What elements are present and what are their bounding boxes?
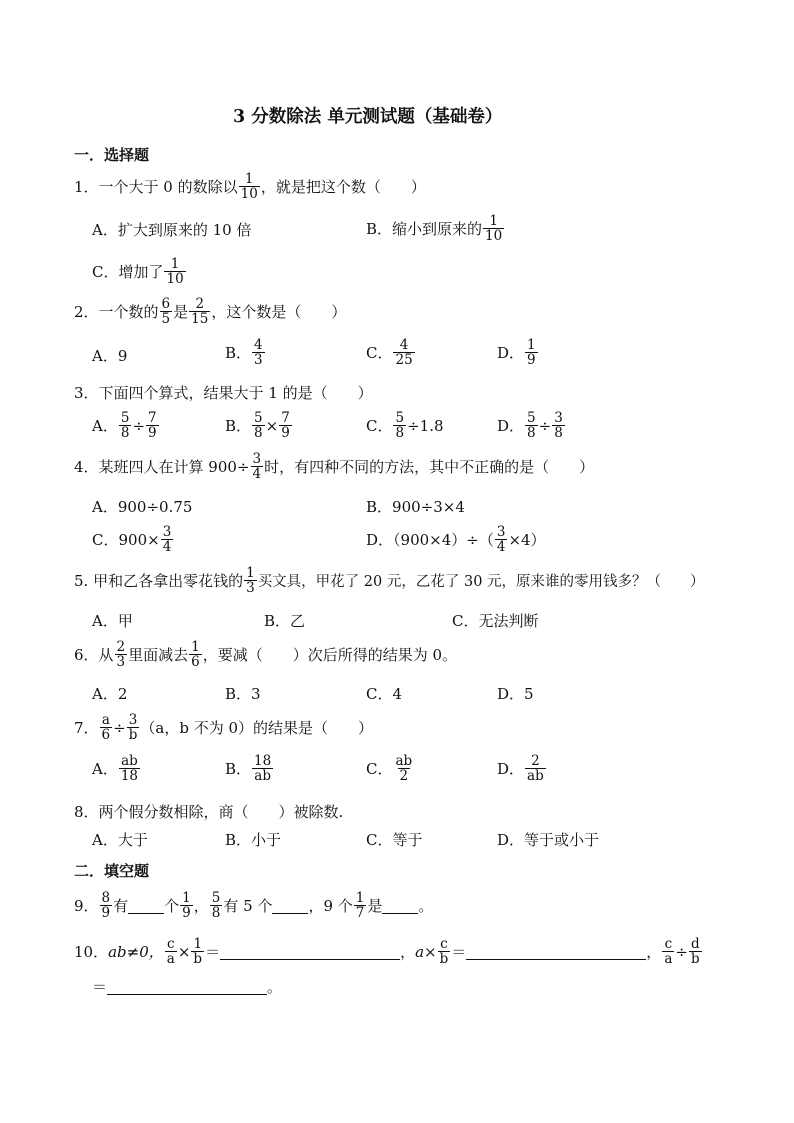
denominator: 8 (527, 425, 536, 442)
question-text: ， (193, 897, 209, 916)
option-a[interactable] (92, 411, 160, 440)
option-c[interactable] (452, 610, 538, 631)
denominator: 9 (527, 352, 536, 369)
denominator: 15 (191, 311, 209, 328)
numerator: 5 (211, 890, 221, 906)
equals: ＝ (205, 943, 221, 962)
numerator: 1 (527, 337, 536, 353)
denominator: 8 (554, 425, 563, 442)
option-d[interactable] (497, 754, 547, 783)
operator: ÷1.8 (407, 416, 444, 435)
answer-blank[interactable] (466, 944, 646, 960)
numerator: a (101, 712, 110, 728)
option-c[interactable] (366, 754, 415, 783)
question-2 (74, 297, 346, 326)
option-text: B．缩小到原来的 (366, 220, 483, 239)
page-title: 3 分数除法 单元测试题（基础卷） (233, 107, 503, 127)
option-b[interactable] (225, 411, 293, 440)
denominator: 9 (182, 905, 191, 922)
fraction (210, 891, 223, 920)
question-8 (74, 801, 343, 822)
answer-blank[interactable] (220, 944, 400, 960)
option-text: B． (225, 344, 252, 363)
numerator: 1 (244, 171, 254, 187)
fraction (191, 937, 204, 966)
option-text: B．900÷3×4 (366, 498, 465, 516)
fraction (252, 338, 265, 367)
denominator: b (128, 727, 138, 744)
numerator: 5 (527, 410, 536, 426)
denominator: a (664, 951, 673, 968)
fraction (165, 937, 177, 966)
question-text: 有 (113, 897, 129, 916)
denominator: a (166, 951, 175, 968)
question-text: 里面减去 (128, 646, 189, 665)
denominator: 4 (252, 466, 262, 483)
denominator: 10 (485, 228, 503, 245)
denominator: b (193, 951, 203, 968)
option-b[interactable] (225, 754, 274, 783)
option-a[interactable] (92, 754, 141, 783)
option-text: D．5 (497, 685, 534, 703)
question-9 (74, 891, 433, 920)
numerator: 3 (128, 712, 138, 728)
denominator: 8 (395, 425, 405, 442)
answer-blank[interactable] (272, 898, 308, 914)
option-text: ×4） (508, 531, 546, 550)
fraction (244, 566, 257, 595)
operator: × (265, 416, 279, 435)
numerator: 5 (254, 410, 263, 426)
question-text: ，要减（ ）次后所得的结果为 0。 (202, 646, 458, 665)
equals: ＝ (92, 978, 108, 996)
numerator: 8 (101, 890, 111, 906)
question-text: ， (400, 943, 416, 962)
option-d[interactable] (366, 525, 546, 554)
numerator: c (664, 936, 673, 952)
question-text: 。 (267, 978, 283, 996)
section-heading-choice: 一．选择题 (74, 146, 150, 164)
option-a[interactable] (92, 496, 192, 517)
option-text: A． (92, 417, 118, 436)
option-text: A．9 (92, 347, 128, 365)
option-text: D． (497, 760, 525, 779)
question-text: 买文具，甲花了 20 元，乙花了 30 元，原来谁的零用钱多？（ ） (257, 574, 705, 591)
numerator: 7 (148, 410, 157, 426)
question-7 (74, 713, 373, 742)
option-d[interactable] (497, 683, 534, 704)
fraction (161, 525, 174, 554)
fraction (393, 411, 406, 440)
fraction (279, 411, 292, 440)
numerator: 5 (120, 410, 130, 426)
operator: ÷ (675, 942, 688, 961)
denominator: 8 (120, 425, 130, 442)
denominator: 9 (101, 905, 111, 922)
denominator: 6 (191, 654, 200, 671)
numerator: 2 (116, 639, 126, 655)
option-b[interactable] (366, 496, 465, 517)
numerator: 3 (554, 410, 563, 426)
numerator: 2 (195, 296, 205, 312)
numerator: ab (395, 753, 413, 769)
fraction (127, 713, 140, 742)
question-6 (74, 640, 457, 669)
question-text: 5. 甲和乙各拿出零花钱的 (74, 572, 244, 591)
numerator: d (690, 936, 700, 952)
answer-blank[interactable] (128, 898, 164, 914)
numerator: 1 (489, 213, 498, 229)
fraction (164, 257, 185, 286)
numerator: 1 (170, 256, 180, 272)
fraction (483, 214, 504, 243)
numerator: 7 (281, 410, 290, 426)
option-b[interactable] (225, 338, 266, 367)
numerator: 1 (182, 890, 191, 906)
condition: ab≠0， (108, 943, 164, 962)
question-text: 7． (74, 719, 99, 738)
option-text: A．甲 (92, 612, 133, 630)
numerator: 4 (254, 337, 263, 353)
answer-blank[interactable] (107, 979, 267, 995)
question-text: 1．一个大于 0 的数除以 (74, 178, 238, 197)
option-text: C．无法判断 (452, 612, 539, 630)
option-text: C．900× (92, 531, 160, 550)
denominator: 25 (395, 352, 413, 369)
question-10-continued (92, 976, 282, 997)
fraction (689, 937, 702, 966)
fraction (189, 640, 202, 669)
fraction (662, 937, 674, 966)
option-text: C． (366, 344, 393, 363)
option-c[interactable] (92, 257, 187, 286)
numerator: ab (121, 753, 138, 769)
denominator: 4 (496, 539, 506, 556)
question-text: ，这个数是（ ） (211, 303, 347, 322)
numerator: c (167, 936, 175, 952)
option-text: A．2 (92, 685, 128, 703)
question-text: 是 (173, 303, 189, 322)
question-text: （a，b 不为 0）的结果是（ ） (140, 719, 374, 738)
numerator: 3 (252, 451, 262, 467)
option-b[interactable] (366, 214, 505, 243)
option-c[interactable] (366, 411, 444, 440)
option-text: D．等于或小于 (497, 831, 600, 849)
question-text: 个 (164, 897, 180, 916)
denominator: 10 (240, 186, 258, 203)
question-3 (74, 382, 373, 403)
fraction (119, 411, 132, 440)
question-text: 6．从 (74, 646, 114, 665)
denominator: 10 (166, 271, 184, 288)
option-b[interactable] (264, 610, 305, 631)
fraction (525, 411, 538, 440)
option-c[interactable] (366, 683, 402, 704)
option-text: B．小于 (225, 831, 282, 849)
fraction (100, 713, 113, 742)
numerator: 3 (496, 524, 506, 540)
option-a[interactable] (92, 345, 127, 366)
numerator: c (440, 936, 448, 952)
fraction (251, 452, 264, 481)
fraction (239, 172, 260, 201)
question-4 (74, 452, 594, 481)
fraction (525, 754, 546, 783)
option-c[interactable] (92, 525, 174, 554)
option-a[interactable] (92, 683, 127, 704)
option-text: D． (497, 417, 525, 436)
operator: × (177, 942, 191, 961)
option-text: A．900÷0.75 (92, 498, 193, 516)
numerator: 6 (161, 296, 171, 312)
question-text: 9． (74, 897, 99, 916)
denominator: b (439, 951, 449, 968)
question-text: 是 (367, 897, 383, 916)
equals: ＝ (451, 943, 467, 962)
fraction (160, 297, 173, 326)
question-text: 有 5 个 (223, 897, 273, 916)
denominator: b (690, 951, 700, 968)
denominator: 9 (148, 425, 157, 442)
denominator: 8 (211, 905, 221, 922)
option-text: C． (366, 417, 393, 436)
option-text: A． (92, 760, 118, 779)
option-text: C．等于 (366, 831, 423, 849)
operator: ÷ (538, 416, 552, 435)
numerator: 18 (254, 753, 272, 769)
question-5 (74, 566, 705, 595)
option-text: B． (225, 760, 252, 779)
question-text: ， (646, 943, 662, 962)
fraction (119, 754, 140, 783)
option-text: C．4 (366, 685, 403, 703)
question-10 (74, 937, 703, 966)
numerator: 1 (191, 639, 200, 655)
question-text: 3．下面四个算式，结果大于 1 的是（ ） (74, 384, 373, 402)
option-d[interactable] (497, 338, 539, 367)
operator: ÷ (132, 416, 146, 435)
option-d[interactable] (497, 411, 566, 440)
denominator: ab (527, 768, 544, 785)
option-text: B．乙 (264, 612, 306, 630)
question-1 (74, 172, 426, 201)
question-text: 8．两个假分数相除，商（ ）被除数. (74, 803, 344, 821)
operator: ÷ (113, 718, 126, 737)
option-b[interactable] (225, 829, 281, 850)
fraction (252, 411, 265, 440)
numerator: 4 (399, 337, 409, 353)
fraction (189, 297, 210, 326)
question-text: 时，有四种不同的方法，其中不正确的是（ ） (264, 458, 595, 477)
fraction (393, 338, 414, 367)
fraction (100, 891, 113, 920)
question-text: 10． (74, 943, 109, 962)
denominator: ab (254, 768, 271, 785)
denominator: 7 (355, 905, 365, 922)
numerator: 2 (531, 753, 540, 769)
fraction (146, 411, 159, 440)
numerator: 1 (193, 936, 203, 952)
question-text: 。 (418, 897, 434, 916)
question-text: 4．某班四人在计算 900÷ (74, 458, 250, 477)
option-text: A．大于 (92, 831, 148, 849)
denominator: 9 (281, 425, 290, 442)
question-text: ，就是把这个数（ ） (260, 178, 426, 197)
option-text: D．（900×4）÷（ (366, 531, 494, 550)
option-a[interactable] (92, 829, 148, 850)
option-text: B． (225, 417, 252, 436)
question-text: ，9 个 (308, 897, 353, 916)
fraction (495, 525, 508, 554)
denominator: 2 (399, 768, 409, 785)
option-c[interactable] (366, 338, 416, 367)
denominator: 8 (254, 425, 263, 442)
question-text: 2．一个数的 (74, 303, 159, 322)
denominator: 18 (120, 768, 139, 785)
option-c[interactable] (366, 829, 422, 850)
option-d[interactable] (497, 829, 599, 850)
denominator: 3 (246, 580, 255, 597)
answer-blank[interactable] (382, 898, 418, 914)
fraction (252, 754, 273, 783)
option-a[interactable] (92, 610, 133, 631)
fraction (354, 891, 367, 920)
option-a[interactable] (92, 219, 251, 240)
denominator: 5 (161, 311, 171, 328)
option-text: C． (366, 760, 393, 779)
fraction (115, 640, 128, 669)
section-heading-fill: 二．填空题 (74, 862, 150, 880)
denominator: 3 (254, 352, 263, 369)
numerator: 1 (355, 890, 365, 906)
denominator: 3 (116, 654, 126, 671)
fraction (525, 338, 538, 367)
fraction (438, 937, 451, 966)
operator: × (424, 942, 437, 961)
numerator: 5 (395, 410, 405, 426)
variable: a (415, 942, 425, 961)
numerator: 3 (162, 524, 172, 540)
numerator: 1 (246, 565, 255, 581)
denominator: 6 (101, 727, 111, 744)
denominator: 4 (162, 539, 172, 556)
option-text: B．3 (225, 685, 261, 703)
fraction (552, 411, 565, 440)
option-text: C．增加了 (92, 263, 164, 282)
option-text: D． (497, 344, 525, 363)
fraction (393, 754, 414, 783)
fraction (180, 891, 193, 920)
option-b[interactable] (225, 683, 261, 704)
option-text: A．扩大到原来的 10 倍 (92, 221, 252, 239)
